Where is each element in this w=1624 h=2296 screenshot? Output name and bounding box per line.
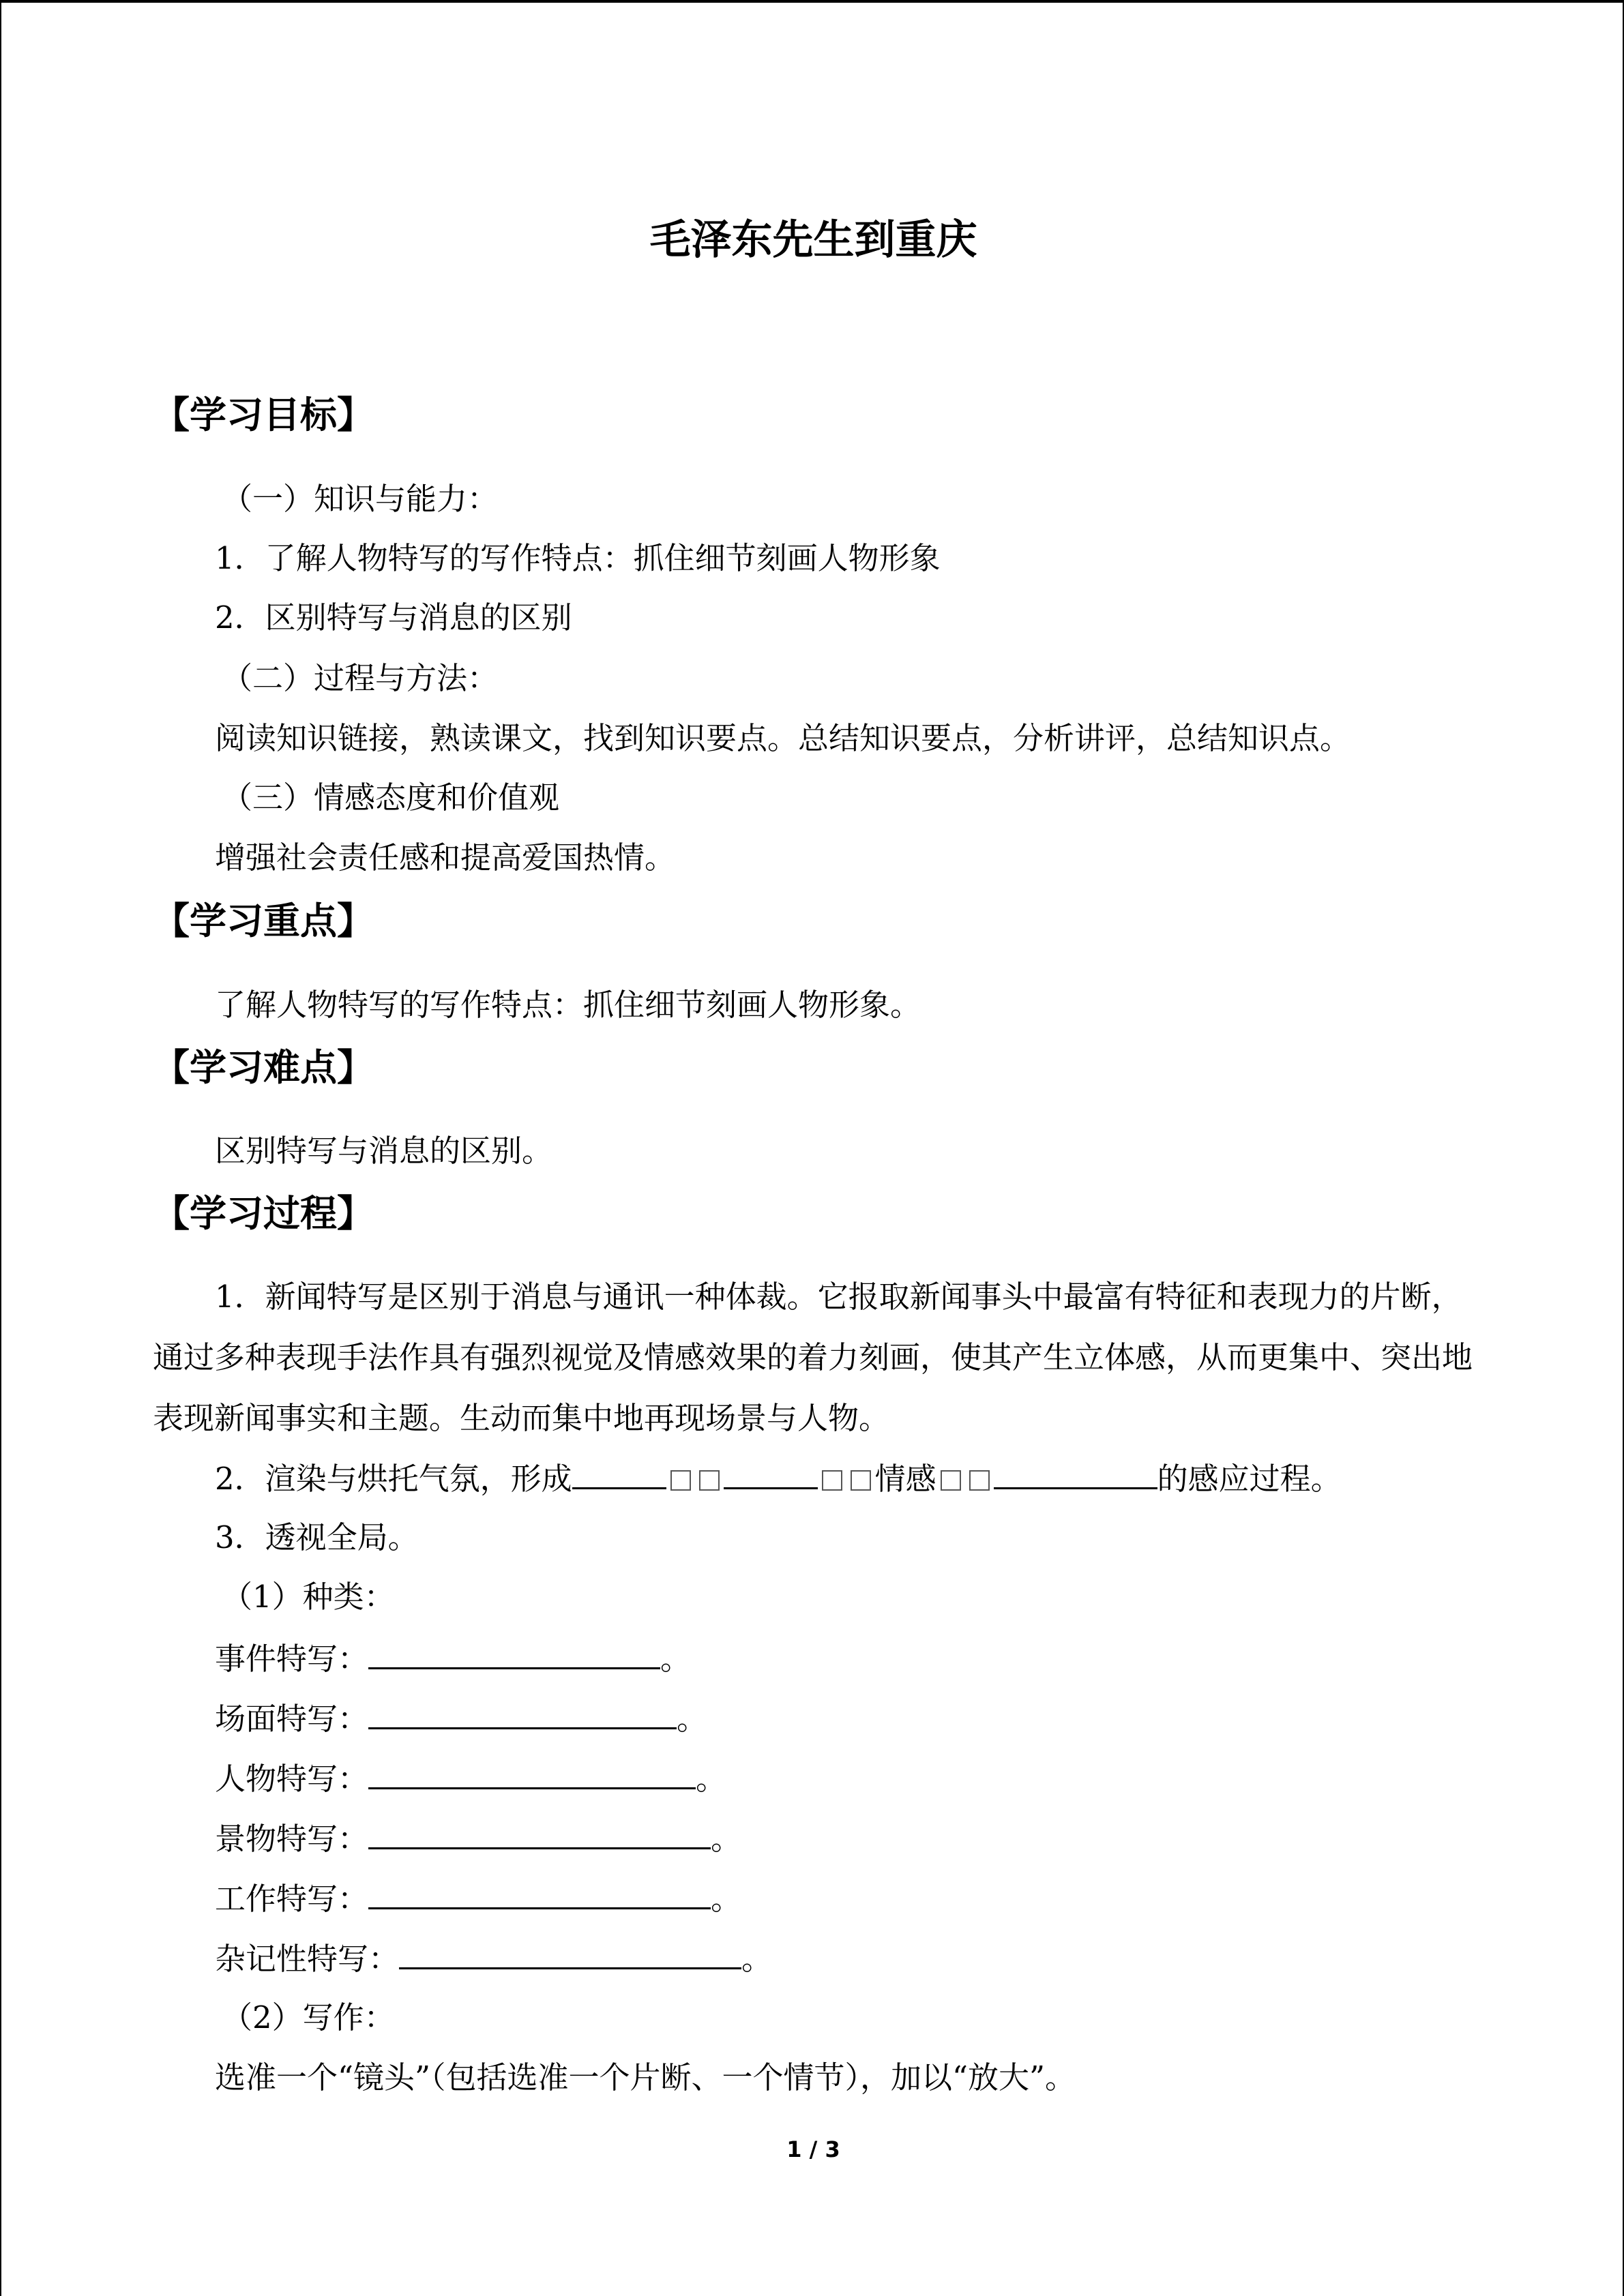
type-event-line xyxy=(215,1637,691,1680)
objectives-item-1: 1．了解人物特写的写作特点：抓住细节刻画人物形象 xyxy=(215,540,941,576)
period: 。 xyxy=(696,1761,727,1797)
type-person-line xyxy=(215,1757,726,1800)
box-glyph xyxy=(941,1470,961,1491)
type-landscape-line xyxy=(215,1817,741,1860)
type-landscape-label: 景物特写： xyxy=(215,1821,369,1857)
document-title: 毛泽东先生到重庆 xyxy=(649,216,977,264)
writing-heading: （2）写作： xyxy=(222,1999,395,2036)
type-event-label: 事件特写： xyxy=(215,1641,369,1677)
difficulties-heading: 【学习难点】 xyxy=(153,1046,374,1089)
period: 。 xyxy=(741,1941,773,1977)
type-person-label: 人物特写： xyxy=(215,1761,369,1797)
objectives-emotion-text: 增强社会责任感和提高爱国热情。 xyxy=(215,839,676,876)
process-item-3: 3．透视全局。 xyxy=(215,1519,419,1555)
type-scene-line xyxy=(215,1697,707,1740)
type-work-label: 工作特写： xyxy=(215,1881,369,1917)
fill-blank xyxy=(399,1937,741,1969)
difficulties-text: 区别特写与消息的区别。 xyxy=(215,1133,553,1169)
objectives-sub-method: （二）过程与方法： xyxy=(222,660,499,696)
box-glyph xyxy=(969,1470,990,1491)
box-glyph xyxy=(670,1470,691,1491)
box-glyph xyxy=(699,1470,720,1491)
objectives-item-2: 2．区别特写与消息的区别 xyxy=(215,599,572,636)
process-paragraph-1: 1．新闻特写是区别于消息与通讯一种体裁。它报取新闻事头中最富有特征和表现力的片断，通过多种表现手法作具有强烈视觉及情感效果的着力刻画，使其产生立体感，从而更集中、突出地表现新闻事实和主题。生动而集中地再现场景与人物。 xyxy=(153,1279,1473,1436)
period: 。 xyxy=(711,1821,742,1857)
objectives-sub-knowledge: （一）知识与能力： xyxy=(222,481,499,517)
objectives-method-text: 阅读知识链接，熟读课文，找到知识要点。总结知识要点，分析讲评，总结知识点。 xyxy=(215,720,1351,756)
process-item-2 xyxy=(215,1457,1342,1500)
type-scene-label: 场面特写： xyxy=(215,1701,369,1737)
fill-blank xyxy=(368,1697,677,1729)
page-number: 1 / 3 xyxy=(786,2136,840,2162)
process-heading: 【学习过程】 xyxy=(153,1192,374,1235)
fill-blank xyxy=(724,1457,818,1489)
fill-blank xyxy=(368,1877,711,1909)
box-glyph xyxy=(851,1470,871,1491)
objectives-heading: 【学习目标】 xyxy=(153,393,374,436)
period: 。 xyxy=(677,1701,708,1737)
type-misc-label: 杂记性特写： xyxy=(215,1941,400,1977)
period: 。 xyxy=(660,1641,692,1677)
box-glyph xyxy=(822,1470,842,1491)
process-item-2-suffix: 的感应过程。 xyxy=(1157,1461,1342,1497)
writing-text: 选准一个“镜头”（包括选准一个片断、一个情节），加以“放大”。 xyxy=(215,2059,1076,2096)
period: 。 xyxy=(711,1881,742,1917)
types-heading: （1）种类： xyxy=(222,1579,395,1615)
key-points-heading: 【学习重点】 xyxy=(153,899,374,942)
key-points-text: 了解人物特写的写作特点：抓住细节刻画人物形象。 xyxy=(215,987,921,1023)
fill-blank xyxy=(572,1457,666,1489)
process-item-2-prefix: 2．渲染与烘托气氛，形成 xyxy=(215,1461,572,1497)
fill-blank xyxy=(368,1757,696,1789)
type-work-line xyxy=(215,1877,741,1920)
fill-blank xyxy=(368,1817,711,1849)
process-item-2-mid: 情感 xyxy=(874,1461,936,1497)
fill-blank xyxy=(994,1457,1157,1489)
type-misc-line xyxy=(215,1937,772,1980)
fill-blank xyxy=(368,1637,660,1669)
objectives-sub-emotion: （三）情感态度和价值观 xyxy=(222,779,560,816)
